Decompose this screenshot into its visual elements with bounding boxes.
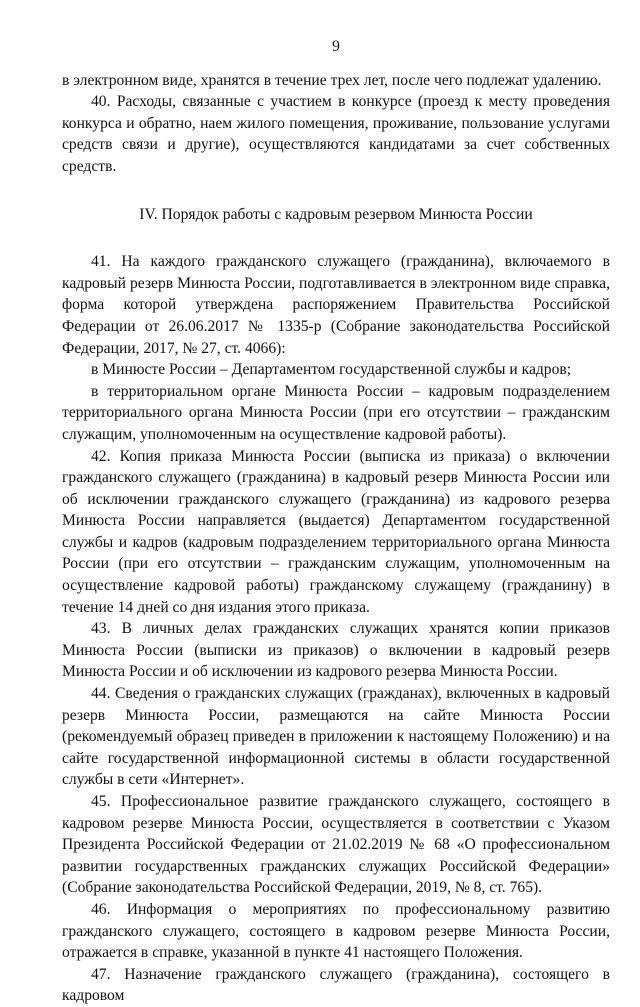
paragraph-41: 41. На каждого гражданского служащего (гражданина), включаемого в кадровый резерв Минюста России, подготавливается в электронном виде справка, форма которой утверждена распоряжением Правительства Российской Федерации от 26.06.2017 № 1335-р (Собрание законодательства Российской Федерации, 2017, № 27, ст. 4066): [62, 253, 610, 357]
section-heading: IV. Порядок работы с кадровым резервом Минюста России [139, 205, 533, 223]
paragraph-44: 44. Сведения о гражданских служащих (гражданах), включенных в кадровый резерв Минюста России, размещаются на сайте Минюста России (рекомендуемый образец приведен в приложении к настоящему Положению) и на сайте государственной информационной системы в области государственной службы в сети «Интернет». [62, 685, 610, 789]
document-page [62, 36, 610, 1007]
paragraph-39-end: в электронном виде, хранятся в течение трех лет, после чего подлежат удалению. [62, 71, 602, 89]
paragraph-47-start: 47. Назначение гражданского служащего (гражданина), состоящего в кадровом [62, 965, 610, 1005]
paragraph-43: 43. В личных делах гражданских служащих хранятся копии приказов Минюста России (выписки из приказов) о включении в кадровый резерв Минюста России и об исключении из кадрового резерва Минюста России. [62, 620, 610, 681]
paragraph-45: 45. Профессиональное развитие гражданского служащего, состоящего в кадровом резерве Минюста России, осуществляется в соответствии с Указом Президента Российской Федерации от 21.02.2019 № 68 «О профессиональном развитии государственных гражданских служащих Российской Федерации» (Собрание законодательства Российской Федерации, 2019, № 8, ст. 765). [62, 793, 610, 897]
paragraph-41-item-territorial: в территориальном органе Минюста России – кадровым подразделением территориального органа Минюста России (при его отсутствии – гражданским служащим, уполномоченным на осуществление кадровой работы). [62, 382, 610, 443]
paragraph-46: 46. Информация о мероприятиях по профессиональному развитию гражданского служащего, состоящего в кадровом резерве Минюста России, отражается в справке, указанной в пункте 41 настоящего Положения. [62, 900, 610, 962]
paragraph-41-item-ministry: в Минюсте России – Департаментом государственной службы и кадров; [91, 361, 572, 379]
paragraph-42: 42. Копия приказа Минюста России (выписка из приказа) о включении гражданского служащего (гражданина) в кадровый резерв Минюста России или об исключении гражданского служащего (гражданина) из кадрового резерва Минюста России направляется (выдается) Департаментом государственной службы и кадров (кадровым подразделением территориального органа Минюста России (при его отсутствии – гражданским служащим, уполномоченным на осуществление кадровой работы) гражданскому служащему (гражданину) в течение 14 дней со дня издания этого приказа. [62, 447, 610, 616]
page-number: 9 [332, 38, 340, 55]
paragraph-40: 40. Расходы, связанные с участием в конкурсе (проезд к месту проведения конкурса и обратно, наем жилого помещения, проживание, пользование услугами средств связи и другие), осуществляются кандидатами за счет собственных средств. [62, 93, 610, 175]
